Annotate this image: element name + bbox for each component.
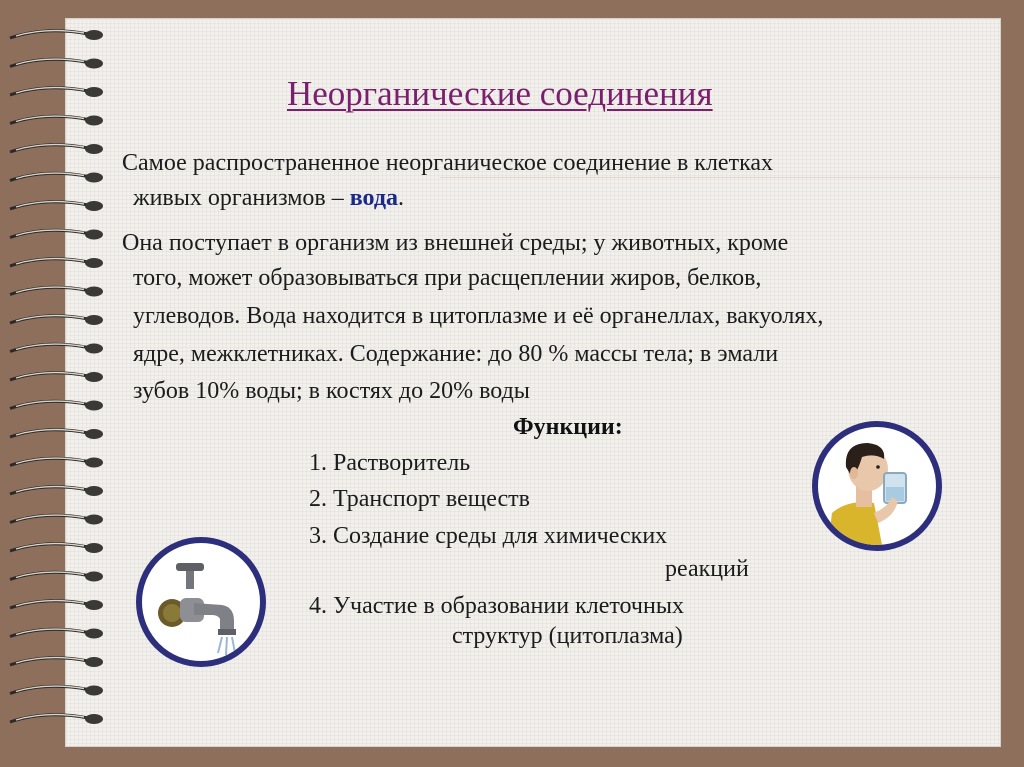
spiral-hole — [85, 572, 103, 582]
spiral-hole — [85, 59, 103, 69]
spiral-hole — [85, 315, 103, 325]
paragraph2-line2: того, может образовываться при расщеплении жиров, белков, — [133, 265, 762, 291]
spiral-hole — [85, 201, 103, 211]
spiral-hole — [85, 372, 103, 382]
water-tap-icon — [136, 537, 266, 667]
paragraph1-suffix: . — [397, 185, 404, 211]
spiral-hole — [85, 344, 103, 354]
spiral-hole — [85, 87, 103, 97]
function-item-2: 2. Транспорт веществ — [309, 486, 530, 512]
paragraph1-prefix: живых организмов – — [133, 185, 350, 211]
spiral-binding-icon — [6, 22, 116, 742]
spiral-hole — [85, 714, 103, 724]
spiral-hole — [85, 543, 103, 553]
function-item-3-cont: реакций — [665, 556, 749, 582]
spiral-hole — [85, 230, 103, 240]
paragraph1-line1: Самое распространенное неорганическое соединение в клетках — [122, 150, 774, 176]
paragraph2-line4: ядре, межклетниках. Содержание: до 80 % массы тела; в эмали — [133, 341, 779, 367]
spiral-hole — [85, 401, 103, 411]
function-item-4-cont: структур (цитоплазма) — [452, 623, 683, 649]
highlight-water: вода — [349, 185, 398, 211]
paragraph2-line5: зубов 10% воды; в костях до 20% воды — [133, 378, 530, 404]
spiral-hole — [85, 429, 103, 439]
boy-drinking-water-icon — [812, 421, 942, 551]
spiral-hole — [85, 258, 103, 268]
function-item-4: 4. Участие в образовании клеточных — [309, 593, 684, 619]
function-item-1: 1. Растворитель — [309, 450, 471, 476]
spiral-hole — [85, 30, 103, 40]
spiral-hole — [85, 458, 103, 468]
functions-heading: Функции: — [513, 414, 623, 440]
spiral-hole — [85, 515, 103, 525]
spiral-hole — [85, 600, 103, 610]
page-title: Неорганические соединения — [287, 74, 713, 113]
spiral-hole — [85, 287, 103, 297]
spiral-hole — [85, 173, 103, 183]
paragraph1-line2 — [133, 179, 404, 217]
function-item-3: 3. Создание среды для химических — [309, 523, 668, 549]
spiral-hole — [85, 144, 103, 154]
spiral-hole — [85, 657, 103, 667]
paragraph2-line1: Она поступает в организм из внешней среды; у животных, кроме — [122, 230, 789, 256]
spiral-hole — [85, 629, 103, 639]
spiral-hole — [85, 116, 103, 126]
spiral-hole — [85, 486, 103, 496]
spiral-hole — [85, 686, 103, 696]
paragraph2-line3: углеводов. Вода находится в цитоплазме и её органеллах, вакуолях, — [133, 303, 824, 329]
